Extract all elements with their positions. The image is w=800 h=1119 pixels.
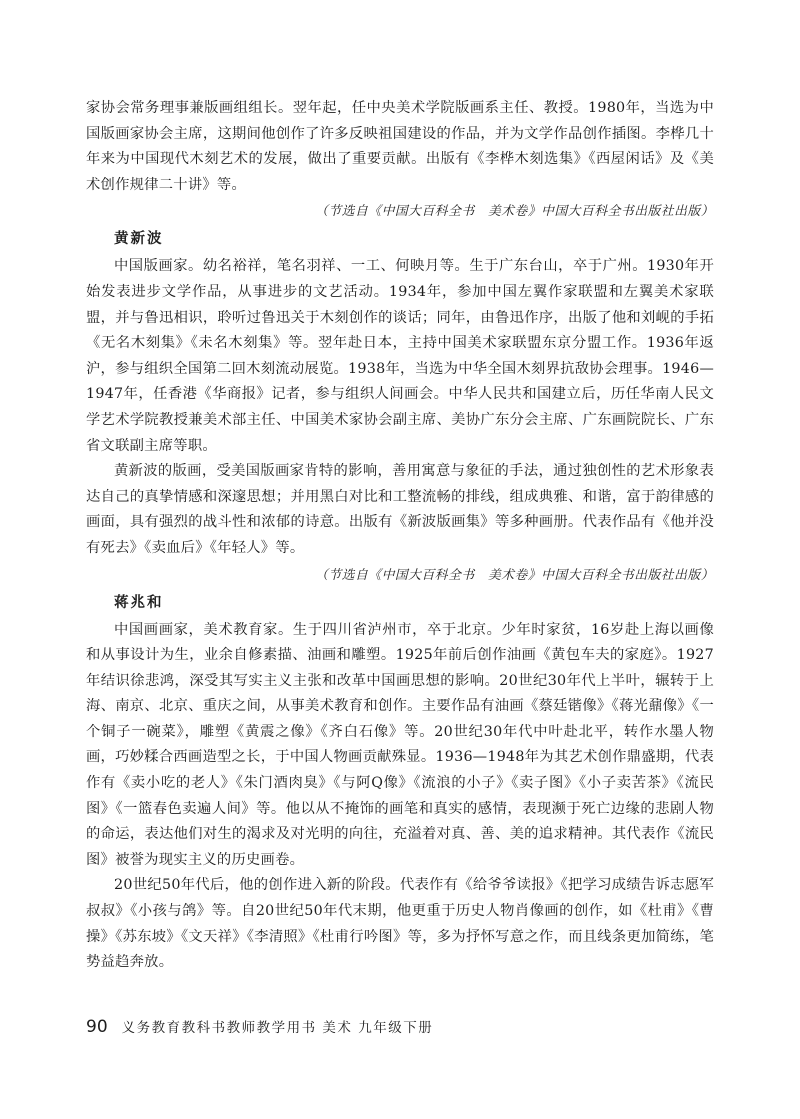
source-citation: （节选自《中国大百科全书 美术卷》中国大百科全书出版社出版） [315, 567, 714, 582]
book-title: 义务教育教科书教师教学用书 美术 九年级下册 [121, 1020, 434, 1036]
section-heading: 黄新波 [114, 230, 164, 248]
paragraph: 中国版画家。幼名裕祥，笔名羽祥、一工、何映月等。生于广东台山，卒于广州。1930年开始发表进步文学作品，从事进步的文艺活动。1934年，参加中国左翼作家联盟和左翼美术家联盟，并与鲁迅相识，聆听过鲁迅关于木刻创作的谈话；同年，由鲁迅作序，出版了他和刘岘的手拓《无名木刻集》《未名木刻集》等。翌年赴日本，主持中国美术家联盟东京分盟工作。1936年返沪，参与组织全国第二回木刻流动展览。1938年，当选为中华全国木刻界抗敌协会理事。1946—1947年，任香港《华商报》记者，参与组织人间画会。中华人民共和国建立后，历任华南人民文学艺术学院教授兼美术部主任、中国美术家协会副主席、美协广东分会主席、广东画院院长、广东省文联副主席等职。 [86, 258, 714, 454]
paragraph: 中国画画家，美术教育家。生于四川省泸州市，卒于北京。少年时家贫，16岁赴上海以画像和从事设计为生，业余自修素描、油画和雕塑。1925年前后创作油画《黄包车夫的家庭》。1927年结识徐悲鸿，深受其写实主义主张和改革中国画思想的影响。20世纪30年代上半叶，辗转于上海、南京、北京、重庆之间，从事美术教育和创作。主要作品有油画《蔡廷锴像》《蒋光鼐像》《一个铜子一碗菜》，雕塑《黄震之像》《齐白石像》等。20世纪30年代中叶赴北平，转作水墨人物画，巧妙糅合西画造型之长，于中国人物画贡献殊显。1936—1948年为其艺术创作鼎盛期，代表作有《卖小吃的老人》《朱门酒肉臭》《与阿Q像》《流浪的小子》《卖子图》《小子卖苦茶》《流民图》《一篮春色卖遍人间》等。他以从不掩饰的画笔和真实的感情，表现濒于死亡边缘的悲剧人物的命运，表达他们对生的渴求及对光明的向往，充溢着对真、善、美的追求精神。其代表作《流民图》被誉为现实主义的历史画卷。 [86, 621, 714, 868]
page-footer [86, 1016, 714, 1037]
article-body [86, 96, 714, 976]
paragraph: 家协会常务理事兼版画组组长。翌年起，任中央美术学院版画系主任、教授。1980年，当选为中国版画家协会主席，这期间他创作了许多反映祖国建设的作品，并为文学作品创作插图。李桦几十年来为中国现代木刻艺术的发展，做出了重要贡献。出版有《李桦木刻选集》《西屋闲话》及《美术创作规律二十讲》等。 [86, 100, 714, 193]
section-heading: 蒋兆和 [114, 593, 164, 611]
page-number: 90 [86, 1017, 108, 1037]
paragraph: 20世纪50年代后，他的创作进入新的阶段。代表作有《给爷爷读报》《把学习成绩告诉志愿军叔叔》《小孩与鸽》等。自20世纪50年代末期，他更重于历史人物肖像画的创作，如《杜甫》《曹操》《苏东坡》《文天祥》《李清照》《杜甫行吟图》等，多为抒怀写意之作，而且线条更加简练，笔势益趋奔放。 [86, 877, 714, 971]
source-citation: （节选自《中国大百科全书 美术卷》中国大百科全书出版社出版） [315, 204, 714, 219]
paragraph: 黄新波的版画，受美国版画家肯特的影响，善用寓意与象征的手法，通过独创性的艺术形象表达自己的真挚情感和深邃思想；并用黑白对比和工整流畅的排线，组成典雅、和谐，富于韵律感的画面，具有强烈的战斗性和浓郁的诗意。出版有《新波版画集》等多种画册。代表作品有《他并没有死去》《卖血后》《年轻人》等。 [86, 463, 714, 556]
